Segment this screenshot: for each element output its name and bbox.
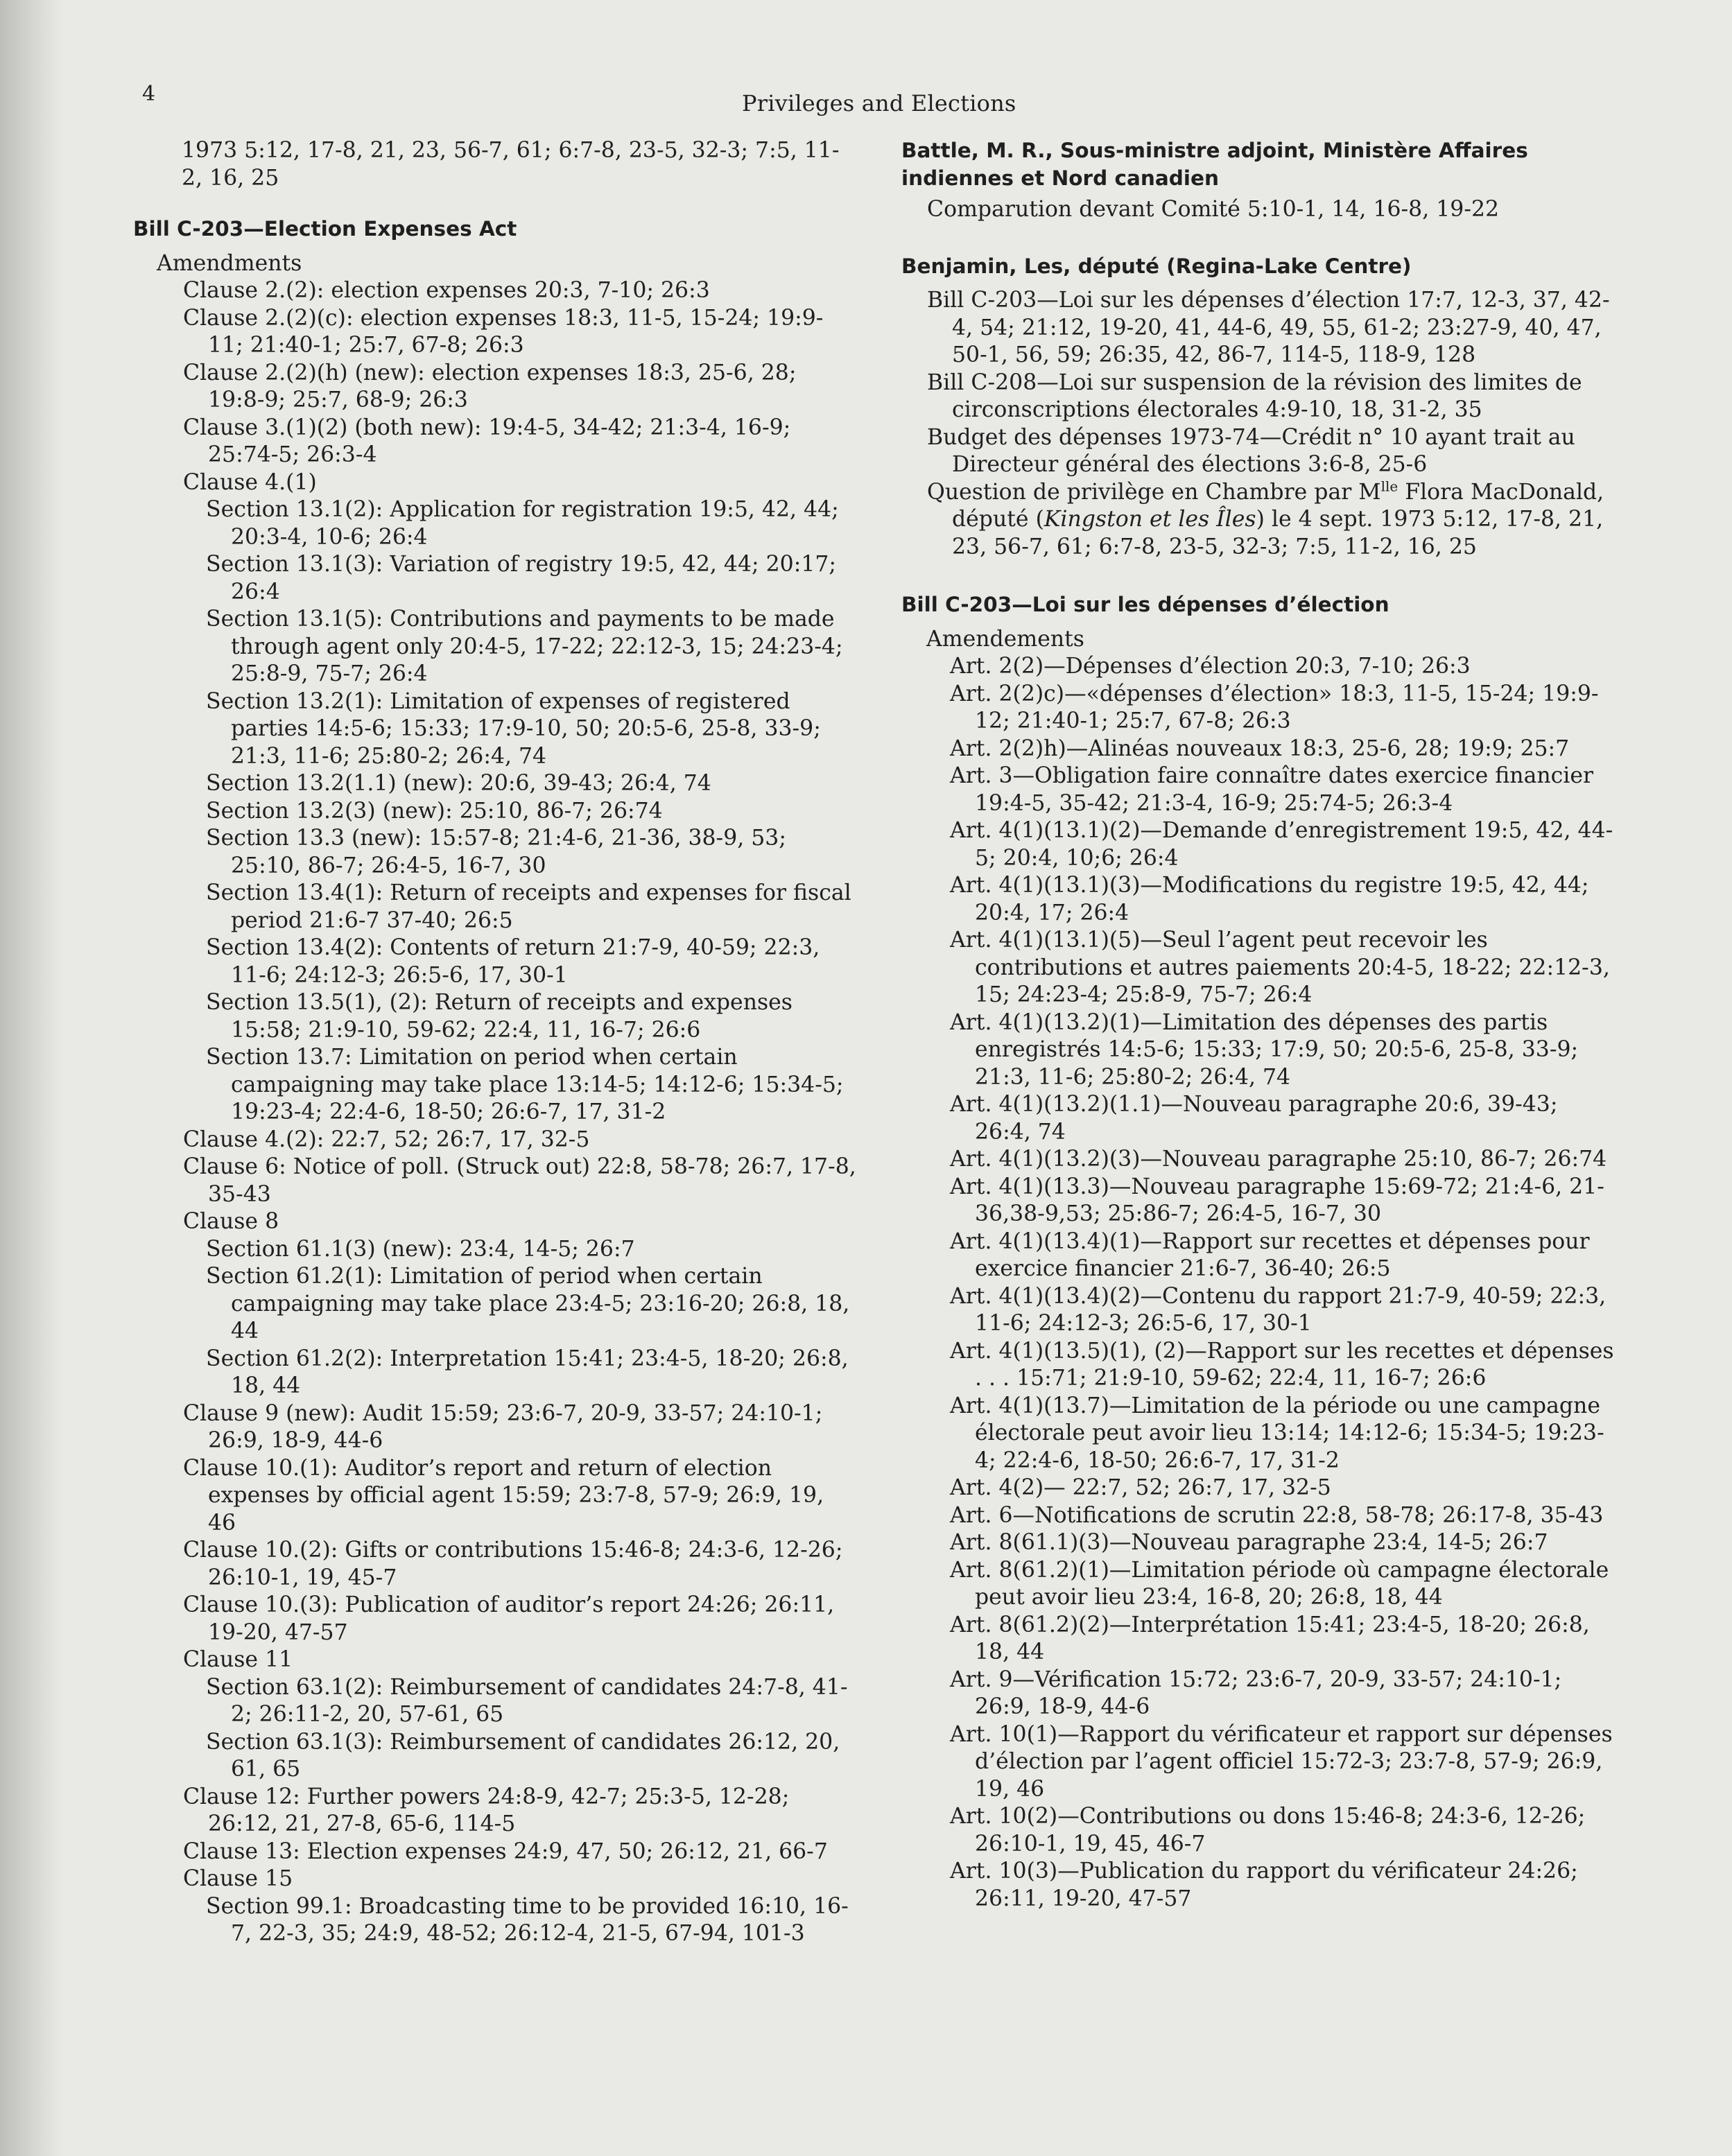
bill-heading-fr: Bill C-203—Loi sur les dépenses d’élection <box>901 593 1389 616</box>
article-entry: Art. 4(2)— 22:7, 52; 26:7, 17, 32-5 <box>950 1475 1331 1500</box>
section-entry: Section 13.5(1), (2): Return of receipts and expenses 15:58; 21:9-10, 59-62; 22:4, 11, 16-7; 26:6 <box>206 990 793 1043</box>
left-amendment-list <box>133 277 858 1948</box>
section-entry: Section 13.3 (new): 15:57-8; 21:4-6, 21-36, 38-9, 53; 25:10, 86-7; 26:4-5, 16-7, 30 <box>206 826 786 878</box>
article-entry: Art. 8(61.2)(1)—Limitation période où campagne électorale peut avoir lieu 23:4, 16-8, 20; 26:8, 18, 44 <box>950 1557 1609 1610</box>
battle-heading: Battle, M. R., Sous-ministre adjoint, Ministère Affaires indiennes et Nord canadien <box>901 139 1528 190</box>
clause-entry: Clause 2.(2): election expenses 20:3, 7-10; 26:3 <box>183 278 710 303</box>
question-text: ) le 4 sept. 1973 5:12, 17-8, 21, 23, 56-7, 61; 6:7-8, 23-5, 32-3; 7:5, 11-2, 16, 25 <box>952 507 1604 559</box>
clause-entry: Clause 9 (new): Audit 15:59; 23:6-7, 20-9, 33-57; 24:10-1; 26:9, 18-9, 44-6 <box>183 1400 823 1453</box>
clause-entry: Clause 2.(2)(c): election expenses 18:3, 11-5, 15-24; 19:9-11; 21:40-1; 25:7, 67-8; 26:3 <box>183 305 824 358</box>
amendments-label: Amendments <box>157 250 302 276</box>
article-entry: Art. 10(2)—Contributions ou dons 15:46-8; 24:3-6, 12-26; 26:10-1, 19, 45, 46-7 <box>950 1804 1586 1857</box>
section-entry: Section 99.1: Broadcasting time to be provided 16:10, 16-7, 22-3, 35; 24:9, 48-52; 26:12-4, 21-5, 67-94, 101-3 <box>206 1893 849 1946</box>
clause-entry: Clause 6: Notice of poll. (Struck out) 22:8, 58-78; 26:7, 17-8, 35-43 <box>183 1154 856 1207</box>
article-entry: Art. 4(1)(13.4)(2)—Contenu du rapport 21:7-9, 40-59; 22:3, 11-6; 24:12-3; 26:5-6, 17, 30-1 <box>950 1283 1607 1336</box>
question-text: Flora MacDonald, député ( <box>952 479 1604 532</box>
bill-heading-en: Bill C-203—Election Expenses Act <box>133 217 517 241</box>
article-entry: Art. 9—Vérification 15:72; 23:6-7, 20-9, 33-57; 24:10-1; 26:9, 18-9, 44-6 <box>950 1667 1562 1719</box>
clause-entry: Clause 10.(3): Publication of auditor’s report 24:26; 26:11, 19-20, 47-57 <box>183 1592 835 1645</box>
clause-entry: Clause 10.(1): Auditor’s report and return of election expenses by official agent 15:59; 23:7-8, 57-9; 26:9, 19, 46 <box>183 1455 824 1536</box>
clause-entry: Clause 3.(1)(2) (both new): 19:4-5, 34-42; 21:3-4, 16-9; 25:74-5; 26:3-4 <box>183 415 791 467</box>
clause-entry: Clause 4.(1) <box>183 469 317 495</box>
left-column <box>133 137 858 1948</box>
benjamin-question-item <box>901 479 1619 562</box>
question-riding: Kingston et les Îles <box>1043 507 1256 532</box>
article-entry: Art. 4(1)(13.1)(3)—Modifications du registre 19:5, 42, 44; 20:4, 17; 26:4 <box>950 873 1589 925</box>
article-entry: Art. 4(1)(13.2)(1)—Limitation des dépenses des partis enregistrés 14:5-6; 15:33; 17:9, 50; 20:5-6, 25-8, 33-9; 21:3, 11-6; 25:80-2; 26:4, 74 <box>950 1009 1579 1090</box>
clause-entry: Clause 10.(2): Gifts or contributions 15:46-8; 24:3-6, 12-26; 26:10-1, 19, 45-7 <box>183 1538 843 1590</box>
benjamin-item: Bill C-208—Loi sur suspension de la révision des limites de circonscriptions électorales 4:9-10, 18, 31-2, 35 <box>927 370 1582 422</box>
section-entry: Section 61.1(3) (new): 23:4, 14-5; 26:7 <box>206 1236 635 1262</box>
book-spine-shadow <box>0 0 62 2156</box>
right-amendment-list <box>901 653 1619 1913</box>
section-entry: Section 13.1(3): Variation of registry 19:5, 42, 44; 20:17; 26:4 <box>206 552 837 605</box>
article-entry: Art. 4(1)(13.1)(5)—Seul l’agent peut recevoir les contributions et autres paiements 20:4-5, 18-22; 22:12-3, 15; 24:23-4; 25:8-9, 75-7; 26:4 <box>950 928 1610 1007</box>
article-entry: Art. 4(1)(13.7)—Limitation de la période ou une campagne électorale peut avoir lieu 13:14; 14:12-6; 15:34-5; 19:23-4; 22:4-6, 18-50; 26:6-7, 17, 31-2 <box>950 1393 1604 1473</box>
section-entry: Section 61.2(1): Limitation of period when certain campaigning may take place 23:4-5; 23:16-20; 26:8, 18, 44 <box>206 1264 850 1344</box>
article-entry: Art. 6—Notifications de scrutin 22:8, 58-78; 26:17-8, 35-43 <box>950 1502 1604 1528</box>
section-entry: Section 63.1(3): Reimbursement of candidates 26:12, 20, 61, 65 <box>206 1729 840 1782</box>
article-entry: Art. 10(1)—Rapport du vérificateur et rapport sur dépenses d’élection par l’agent officiel 15:72-3; 23:7-8, 57-9; 26:9, 19, 46 <box>950 1721 1613 1802</box>
section-entry: Section 63.1(2): Reimbursement of candidates 24:7-8, 41-2; 26:11-2, 20, 57-61, 65 <box>206 1674 848 1727</box>
section-entry: Section 13.1(2): Application for registration 19:5, 42, 44; 20:3-4, 10-6; 26:4 <box>206 497 839 550</box>
clause-entry: Clause 11 <box>183 1647 293 1672</box>
section-entry: Section 13.2(1.1) (new): 20:6, 39-43; 26:4, 74 <box>206 771 711 796</box>
right-column <box>901 137 1619 1913</box>
question-text: Question de privilège en Chambre par M <box>927 479 1381 505</box>
section-entry: Section 13.2(1): Limitation of expenses of registered parties 14:5-6; 15:33; 17:9-10, 50; 20:5-6, 25-8, 33-9; 21:3, 11-6; 25:80-2; 26:4, 74 <box>206 688 821 769</box>
clause-entry: Clause 8 <box>183 1209 279 1234</box>
section-entry: Section 13.1(5): Contributions and payments to be made through agent only 20:4-5, 17-22; 22:12-3, 15; 24:23-4; 25:8-9, 75-7; 26:4 <box>206 607 843 686</box>
continuation-entry: 1973 5:12, 17-8, 21, 23, 56-7, 61; 6:7-8, 23-5, 32-3; 7:5, 11-2, 16, 25 <box>182 138 840 191</box>
clause-entry: Clause 2.(2)(h) (new): election expenses 18:3, 25-6, 28; 19:8-9; 25:7, 68-9; 26:3 <box>183 360 797 412</box>
benjamin-item: Bill C-203—Loi sur les dépenses d’élection 17:7, 12-3, 37, 42-4, 54; 21:12, 19-20, 41, 44-6, 49, 55, 61-2; 23:27-9, 40, 47, 50-1, 56, 59; 26:35, 42, 86-7, 114-5, 118-9, 128 <box>927 288 1610 367</box>
article-entry: Art. 2(2)—Dépenses d’élection 20:3, 7-10; 26:3 <box>950 654 1471 679</box>
page-number: 4 <box>142 82 156 106</box>
article-entry: Art. 2(2)h)—Alinéas nouveaux 18:3, 25-6, 28; 19:9; 25:7 <box>950 736 1570 761</box>
article-entry: Art. 8(61.2)(2)—Interprétation 15:41; 23:4-5, 18-20; 26:8, 18, 44 <box>950 1612 1590 1664</box>
clause-entry: Clause 4.(2): 22:7, 52; 26:7, 17, 32-5 <box>183 1127 590 1152</box>
running-title: Privileges and Elections <box>742 90 1016 116</box>
benjamin-item: Budget des dépenses 1973-74—Crédit n° 10 ayant trait au Directeur général des élections 3:6-8, 25-6 <box>927 424 1575 477</box>
section-entry: Section 13.2(3) (new): 25:10, 86-7; 26:74 <box>206 798 663 824</box>
benjamin-heading: Benjamin, Les, député (Regina-Lake Centre) <box>901 254 1412 278</box>
clause-entry: Clause 12: Further powers 24:8-9, 42-7; 25:3-5, 12-28; 26:12, 21, 27-8, 65-6, 114-5 <box>183 1784 790 1836</box>
article-entry: Art. 4(1)(13.4)(1)—Rapport sur recettes et dépenses pour exercice financier 21:6-7, 36-40; 26:5 <box>950 1228 1590 1281</box>
section-entry: Section 13.4(1): Return of receipts and expenses for fiscal period 21:6-7 37-40; 26:5 <box>206 880 851 933</box>
article-entry: Art. 4(1)(13.1)(2)—Demande d’enregistrement 19:5, 42, 44-5; 20:4, 10;6; 26:4 <box>950 818 1613 871</box>
clause-entry: Clause 13: Election expenses 24:9, 47, 50; 26:12, 21, 66-7 <box>183 1838 828 1864</box>
battle-item: Comparution devant Comité 5:10-1, 14, 16-8, 19-22 <box>927 197 1500 222</box>
clause-entry: Clause 15 <box>183 1866 293 1891</box>
article-entry: Art. 8(61.1)(3)—Nouveau paragraphe 23:4, 14-5; 26:7 <box>950 1530 1548 1555</box>
article-entry: Art. 4(1)(13.2)(3)—Nouveau paragraphe 25:10, 86-7; 26:74 <box>950 1147 1607 1172</box>
article-entry: Art. 10(3)—Publication du rapport du vérificateur 24:26; 26:11, 19-20, 47-57 <box>950 1859 1578 1911</box>
article-entry: Art. 4(1)(13.5)(1), (2)—Rapport sur les recettes et dépenses . . . 15:71; 21:9-10, 59-62; 22:4, 11, 16-7; 26:6 <box>950 1338 1614 1391</box>
amendements-label: Amendements <box>926 626 1084 652</box>
question-superscript: lle <box>1380 478 1398 494</box>
section-entry: Section 61.2(2): Interpretation 15:41; 23:4-5, 18-20; 26:8, 18, 44 <box>206 1346 849 1398</box>
article-entry: Art. 4(1)(13.3)—Nouveau paragraphe 15:69-72; 21:4-6, 21-36,38-9,53; 25:86-7; 26:4-5, 16-7, 30 <box>950 1174 1604 1226</box>
section-entry: Section 13.7: Limitation on period when certain campaigning may take place 13:14-5; 14:12-6; 15:34-5; 19:23-4; 22:4-6, 18-50; 26:6-7, 17, 31-2 <box>206 1045 844 1124</box>
article-entry: Art. 4(1)(13.2)(1.1)—Nouveau paragraphe 20:6, 39-43; 26:4, 74 <box>950 1092 1558 1145</box>
article-entry: Art. 2(2)c)—«dépenses d’élection» 18:3, 11-5, 15-24; 19:9-12; 21:40-1; 25:7, 67-8; 26:3 <box>950 681 1599 733</box>
section-entry: Section 13.4(2): Contents of return 21:7-9, 40-59; 22:3, 11-6; 24:12-3; 26:5-6, 17, 30-1 <box>206 935 820 988</box>
article-entry: Art. 3—Obligation faire connaître dates exercice financier 19:4-5, 35-42; 21:3-4, 16-9; 25:74-5; 26:3-4 <box>950 763 1594 816</box>
